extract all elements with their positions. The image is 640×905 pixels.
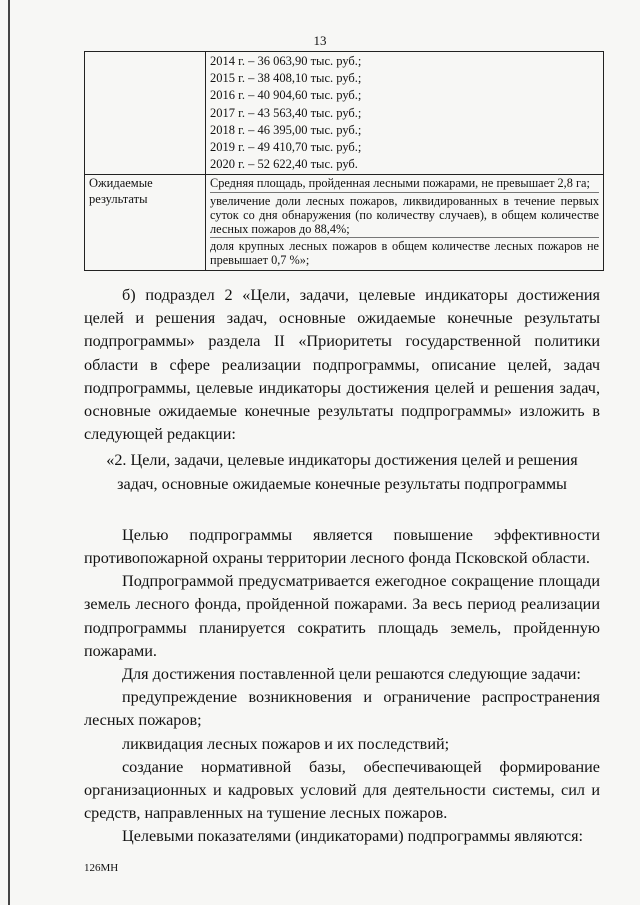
results-label: Ожидаемые результаты [85, 175, 206, 270]
finance-line: 2019 г. – 49 410,70 тыс. руб.; [210, 140, 362, 155]
finance-line: 2017 г. – 43 563,40 тыс. руб.; [210, 105, 362, 120]
table-row-finance [85, 52, 604, 175]
body-paragraph: Подпрограммой предусматривается ежегодное сокращение площади земель лесного фонда, пройденной пожарами. За весь период реализации подпрограммы планируется сократить площадь земель, пройденную пожарами. [84, 572, 600, 660]
finance-line: 2018 г. – 46 395,00 тыс. руб.; [210, 122, 362, 137]
body-paragraph: предупреждение возникновения и ограничение распространения лесных пожаров; [84, 688, 600, 730]
result-item: Средняя площадь, пройденная лесными пожарами, не превышает 2,8 га; [210, 176, 599, 192]
section-heading: «2. Цели, задачи, целевые индикаторы достижения целей и решения задач, основные ожидаемые конечные результаты подпрограммы [106, 451, 578, 493]
spacer [84, 496, 600, 524]
page-left-border [8, 0, 10, 905]
body-paragraph: Для достижения поставленной цели решаются следующие задачи: [122, 665, 581, 684]
finance-line: 2020 г. – 52 622,40 тыс. руб. [210, 157, 358, 172]
finance-line: 2014 г. – 36 063,90 тыс. руб.; [210, 54, 362, 68]
page-number: 13 [313, 33, 327, 48]
table-row-results [85, 175, 604, 270]
finance-line: 2015 г. – 38 408,10 тыс. руб.; [210, 71, 362, 86]
result-item: увеличение доли лесных пожаров, ликвидированных в течение первых суток со дня обнаружения (по количеству случаев), в общем количестве лесных пожаров до 88,4%; [210, 194, 599, 239]
body-paragraph: создание нормативной базы, обеспечивающей формирование организационных и кадровых условий для деятельности системы, сил и средств, направленных на тушение лесных пожаров. [84, 757, 600, 823]
finance-line: 2016 г. – 40 904,60 тыс. руб.; [210, 88, 362, 103]
intro-paragraph: б) подраздел 2 «Цели, задачи, целевые индикаторы достижения целей и решения задач, основные ожидаемые конечные результаты подпрограммы» раздела II «Приоритеты государственной политики области в сфере реализации подпрограммы, описание целей, задач подпрограммы, целевые индикаторы достижения целей и решения задач, основные ожидаемые конечные результаты подпрограммы» изложить в следующей редакции: [84, 286, 600, 444]
body-paragraph: Целью подпрограммы является повышение эффективности противопожарной охраны территории лесного фонда Псковской области. [84, 525, 600, 568]
result-item: доля крупных лесных пожаров в общем количестве лесных пожаров не превышает 0,7 %»; [210, 239, 599, 268]
body-paragraph: Целевыми показателями (индикаторами) подпрограммы являются: [122, 827, 584, 846]
program-info-table [84, 51, 604, 271]
finance-label-cell [85, 52, 206, 175]
document-code: 126МН [84, 862, 119, 874]
document-body [84, 284, 600, 849]
body-paragraph: ликвидация лесных пожаров и их последствий; [122, 734, 450, 753]
finance-values-cell [206, 52, 604, 175]
results-cell [206, 175, 604, 270]
